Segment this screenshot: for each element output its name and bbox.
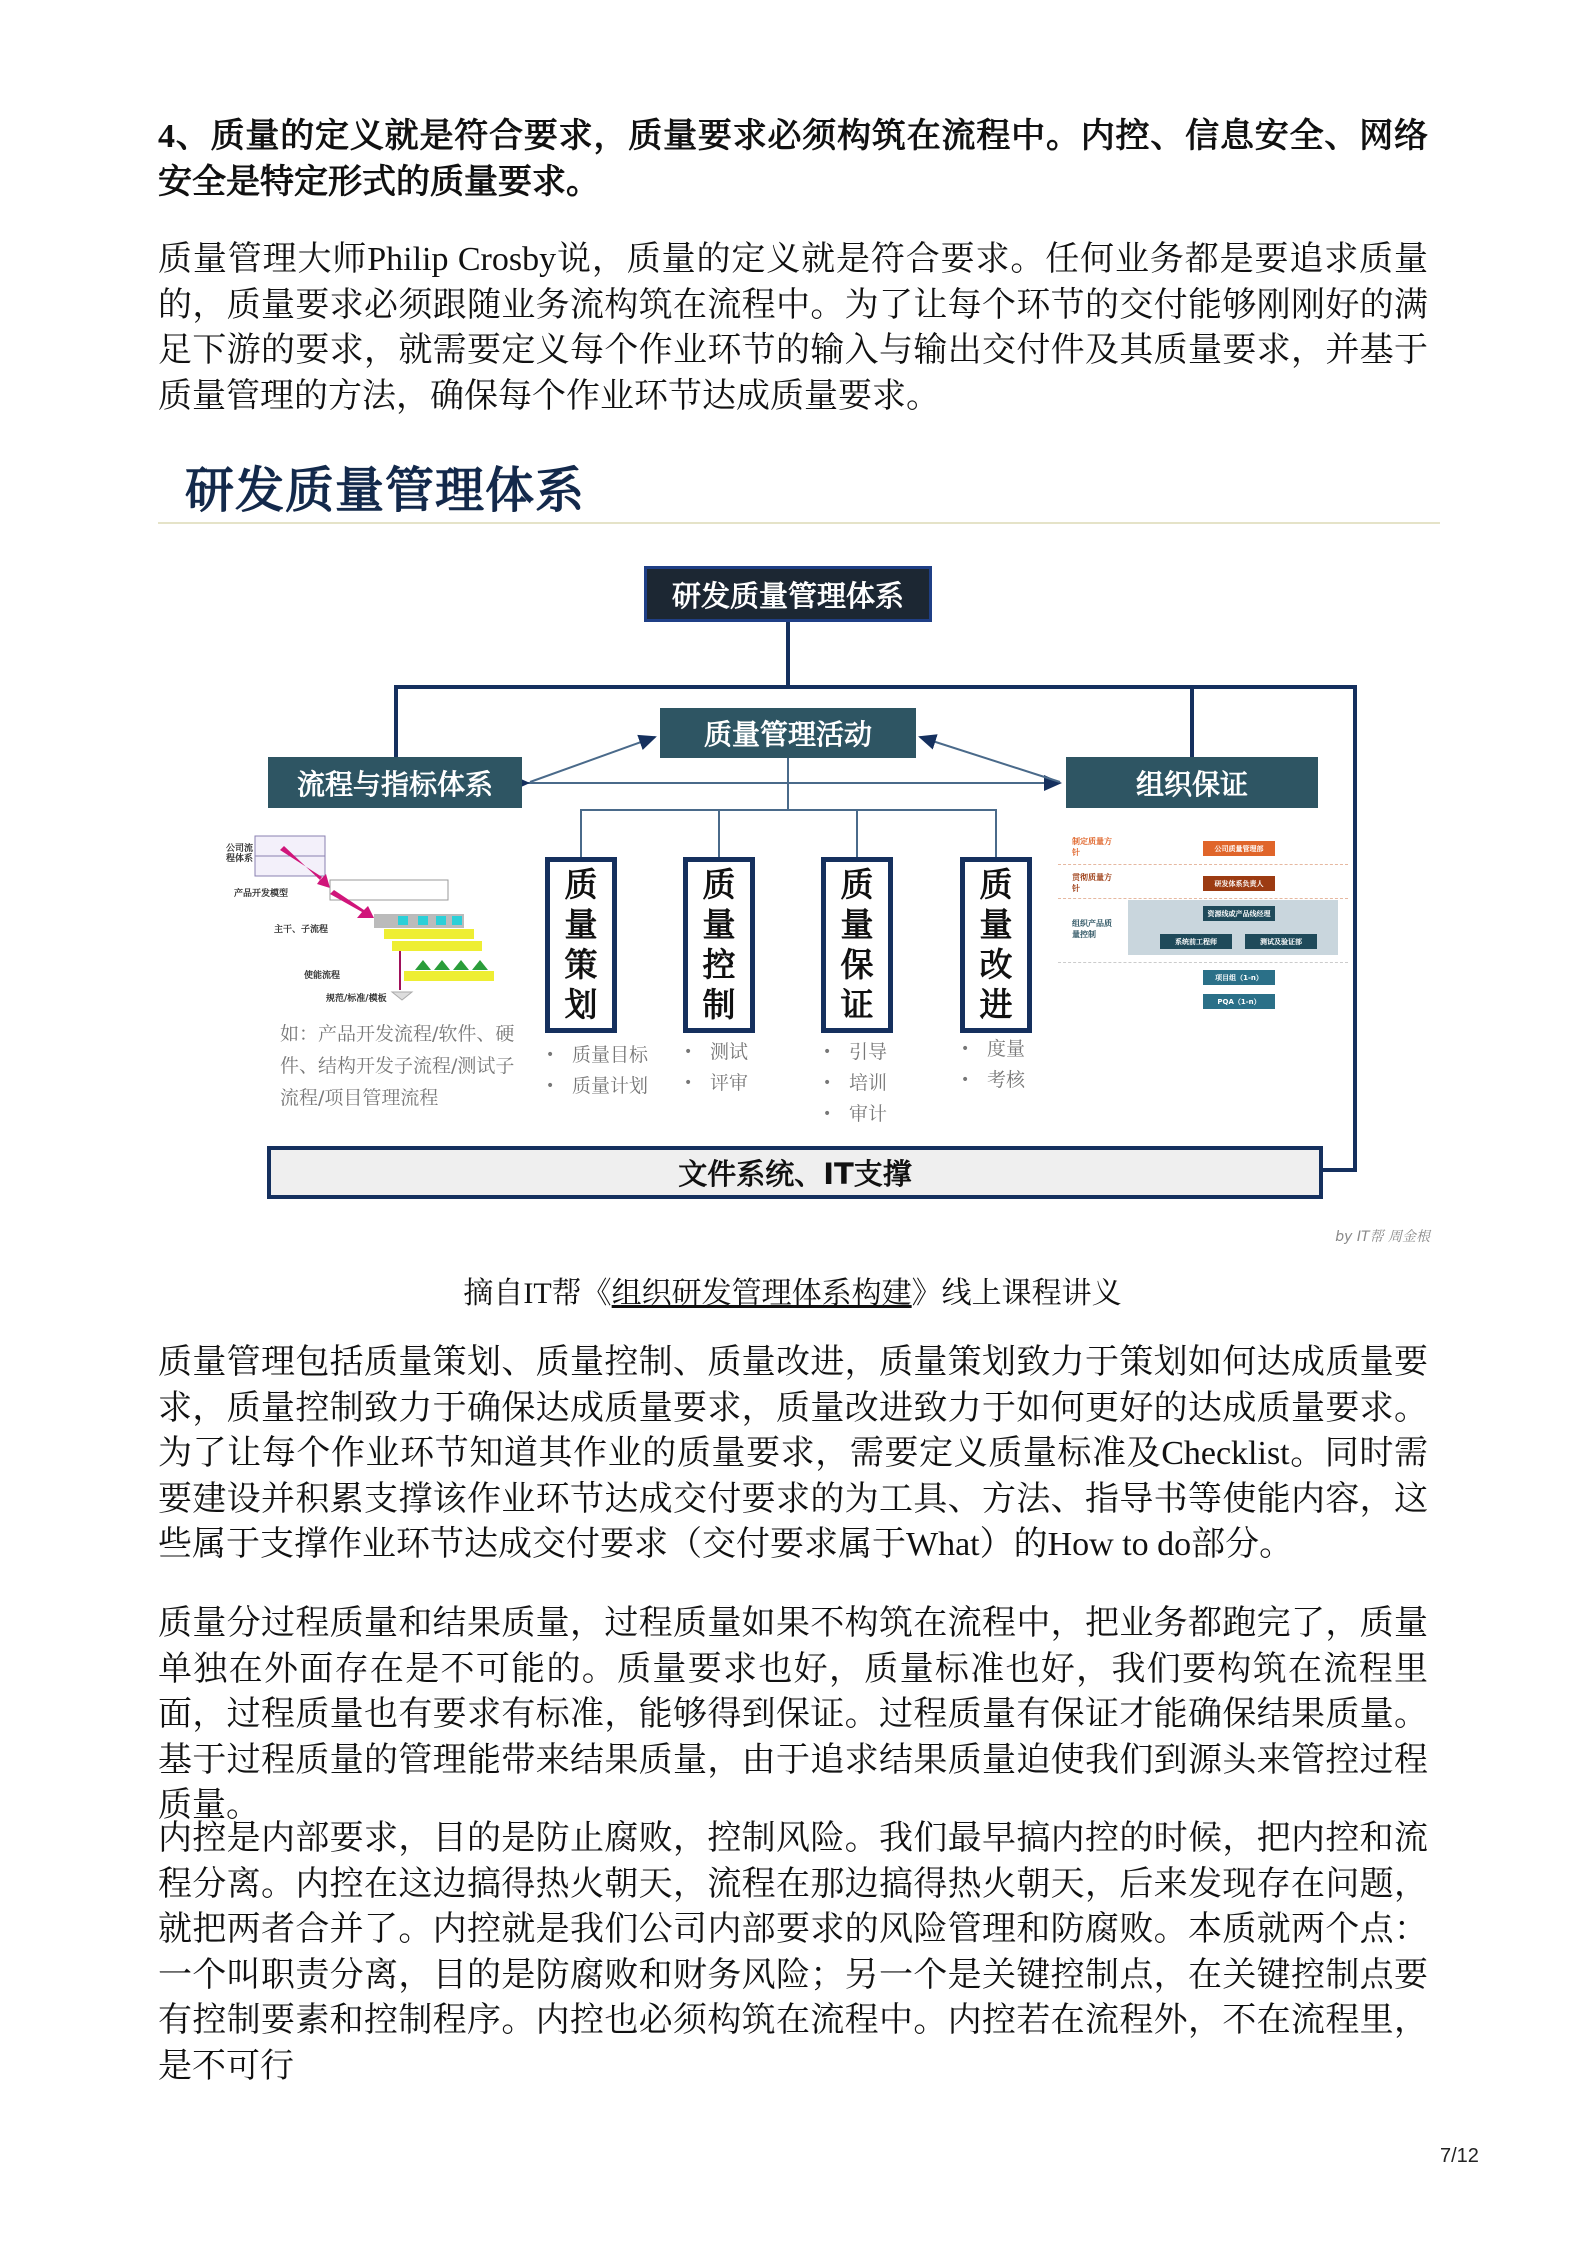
bullet-item: • 审计 — [823, 1099, 887, 1130]
pillar-char: 量 — [979, 905, 1013, 944]
pillar-char: 质 — [840, 865, 874, 904]
pillar-char: 量 — [840, 905, 874, 944]
pillar-planning — [545, 857, 617, 1033]
divider — [1058, 898, 1348, 899]
bullet-item: • 评审 — [684, 1068, 748, 1099]
caption-suffix: 》线上课程讲义 — [911, 1277, 1122, 1310]
pillar-char: 控 — [702, 945, 736, 984]
process-label: 主干、子流程 — [274, 925, 329, 935]
pillar-planning-items — [546, 1040, 648, 1102]
divider — [1058, 962, 1348, 963]
org-node: 资源线或产品线经理 — [1203, 906, 1275, 921]
paragraph-2: 质量管理包括质量策划、质量控制、质量改进，质量策划致力于策划如何达成质量要求，质量控制致力于确保达成质量要求，质量改进致力于如何更好的达成质量要求。为了让每个作业环节知道其作业的质量要求，需要定义质量标准及Checklist。同时需要建设并积累支撑该作业环节达成交付要求的为工具、方法、指导书等使能内容，这些属于支撑作业环节达成交付要求（交付要求属于What）的How to do部分。 — [158, 1344, 1428, 1563]
pillar-char: 划 — [564, 985, 598, 1024]
bullet-item: • 质量目标 — [546, 1040, 648, 1071]
org-node: 研发体系负责人 — [1203, 876, 1275, 891]
bullet-item: • 度量 — [961, 1034, 1025, 1065]
org-node: 测试及验证部 — [1245, 934, 1317, 949]
pillar-improvement-items — [961, 1034, 1025, 1096]
org-chart — [1058, 828, 1348, 1018]
figure-caption — [0, 1268, 1585, 1312]
pillar-char: 证 — [840, 985, 874, 1024]
pillar-char: 量 — [564, 905, 598, 944]
pillar-assurance — [821, 857, 893, 1033]
bullet-item: • 引导 — [823, 1037, 887, 1068]
activities-box: 质量管理活动 — [660, 708, 916, 758]
pillar-char: 改 — [979, 945, 1013, 984]
heading-4: 4、质量的定义就是符合要求，质量要求必须构筑在流程中。内控、信息安全、网络安全是特定形式的质量要求。 — [158, 118, 1428, 201]
caption-prefix: 摘自IT帮《 — [463, 1277, 612, 1310]
bullet-item: • 质量计划 — [546, 1071, 648, 1102]
caption-link[interactable]: 组织研发管理体系构建 — [611, 1277, 912, 1310]
org-node: 系统前工程师 — [1160, 934, 1232, 949]
process-label: 使能流程 — [304, 971, 341, 981]
process-box: 流程与指标体系 — [268, 757, 522, 808]
org-label: 制定质量方针 — [1072, 837, 1112, 857]
org-node: PQA（1-n） — [1203, 994, 1275, 1009]
diagram-top-box: 研发质量管理体系 — [644, 566, 932, 622]
bottom-support-box: 文件系统、IT支撑 — [267, 1146, 1323, 1199]
pillar-char: 制 — [702, 985, 736, 1024]
bullet-item: • 培训 — [823, 1068, 887, 1099]
paragraph-3: 质量分过程质量和结果质量，过程质量如果不构筑在流程中，把业务都跑完了，质量单独在外面存在是不可能的。质量要求也好，质量标准也好，我们要构筑在流程里面，过程质量也有要求有标准，能够得到保证。过程质量有保证才能确保结果质量。基于过程质量的管理能带来结果质量，由于追求结果质量迫使我们到源头来管控过程质量。 — [158, 1605, 1428, 1824]
process-illustration — [222, 832, 522, 1012]
org-node: 项目组（1-n） — [1203, 970, 1275, 985]
pillar-control-items — [684, 1037, 748, 1099]
org-label: 组织产品质量控制 — [1072, 919, 1112, 939]
paragraph-4: 内控是内部要求，目的是防止腐败，控制风险。我们最早搞内控的时候，把内控和流程分离。内控在这边搞得热火朝天，流程在那边搞得热火朝天，后来发现存在问题，就把两者合并了。内控就是我们公司内部要求的风险管理和防腐败。本质就两个点：一个叫职责分离，目的是防腐败和财务风险；另一个是关键控制点，在关键控制点要有控制要素和控制程序。内控也必须构筑在流程中。内控若在流程外，不在流程里，是不可行 — [158, 1820, 1428, 2085]
pillar-improvement — [960, 857, 1032, 1033]
pillar-char: 质 — [564, 865, 598, 904]
bullet-item: • 测试 — [684, 1037, 748, 1068]
process-label: 公司流程体系 — [226, 844, 254, 864]
diagram-byline: by IT帮 周金根 — [1335, 1229, 1430, 1245]
pillar-char: 质 — [702, 865, 736, 904]
process-illustration-graphic — [222, 832, 522, 1012]
pillar-char: 量 — [702, 905, 736, 944]
pillar-char: 进 — [979, 985, 1013, 1024]
process-caption: 如：产品开发流程/软件、硬件、结构开发子流程/测试子流程/项目管理流程 — [280, 1023, 515, 1109]
org-box: 组织保证 — [1066, 757, 1318, 808]
org-node: 公司质量管理部 — [1203, 841, 1275, 856]
pillar-control — [683, 857, 755, 1033]
divider — [1058, 864, 1348, 865]
process-label: 产品开发模型 — [234, 889, 289, 899]
section-title: 研发质量管理体系 — [185, 462, 586, 519]
process-label: 规范/标准/模板 — [326, 994, 387, 1004]
pillar-char: 质 — [979, 865, 1013, 904]
pillar-char: 保 — [840, 945, 874, 984]
paragraph-1: 质量管理大师Philip Crosby说，质量的定义就是符合要求。任何业务都是要追求质量的，质量要求必须跟随业务流构筑在流程中。为了让每个环节的交付能够刚刚好的满足下游的要求，就需要定义每个作业环节的输入与输出交付件及其质量要求，并基于质量管理的方法，确保每个作业环节达成质量要求。 — [158, 241, 1428, 415]
pillar-char: 策 — [564, 945, 598, 984]
org-label: 贯彻质量方针 — [1072, 873, 1112, 893]
bullet-item: • 考核 — [961, 1065, 1025, 1096]
pillar-assurance-items — [823, 1037, 887, 1130]
page-number: 7/12 — [1440, 2145, 1479, 2167]
